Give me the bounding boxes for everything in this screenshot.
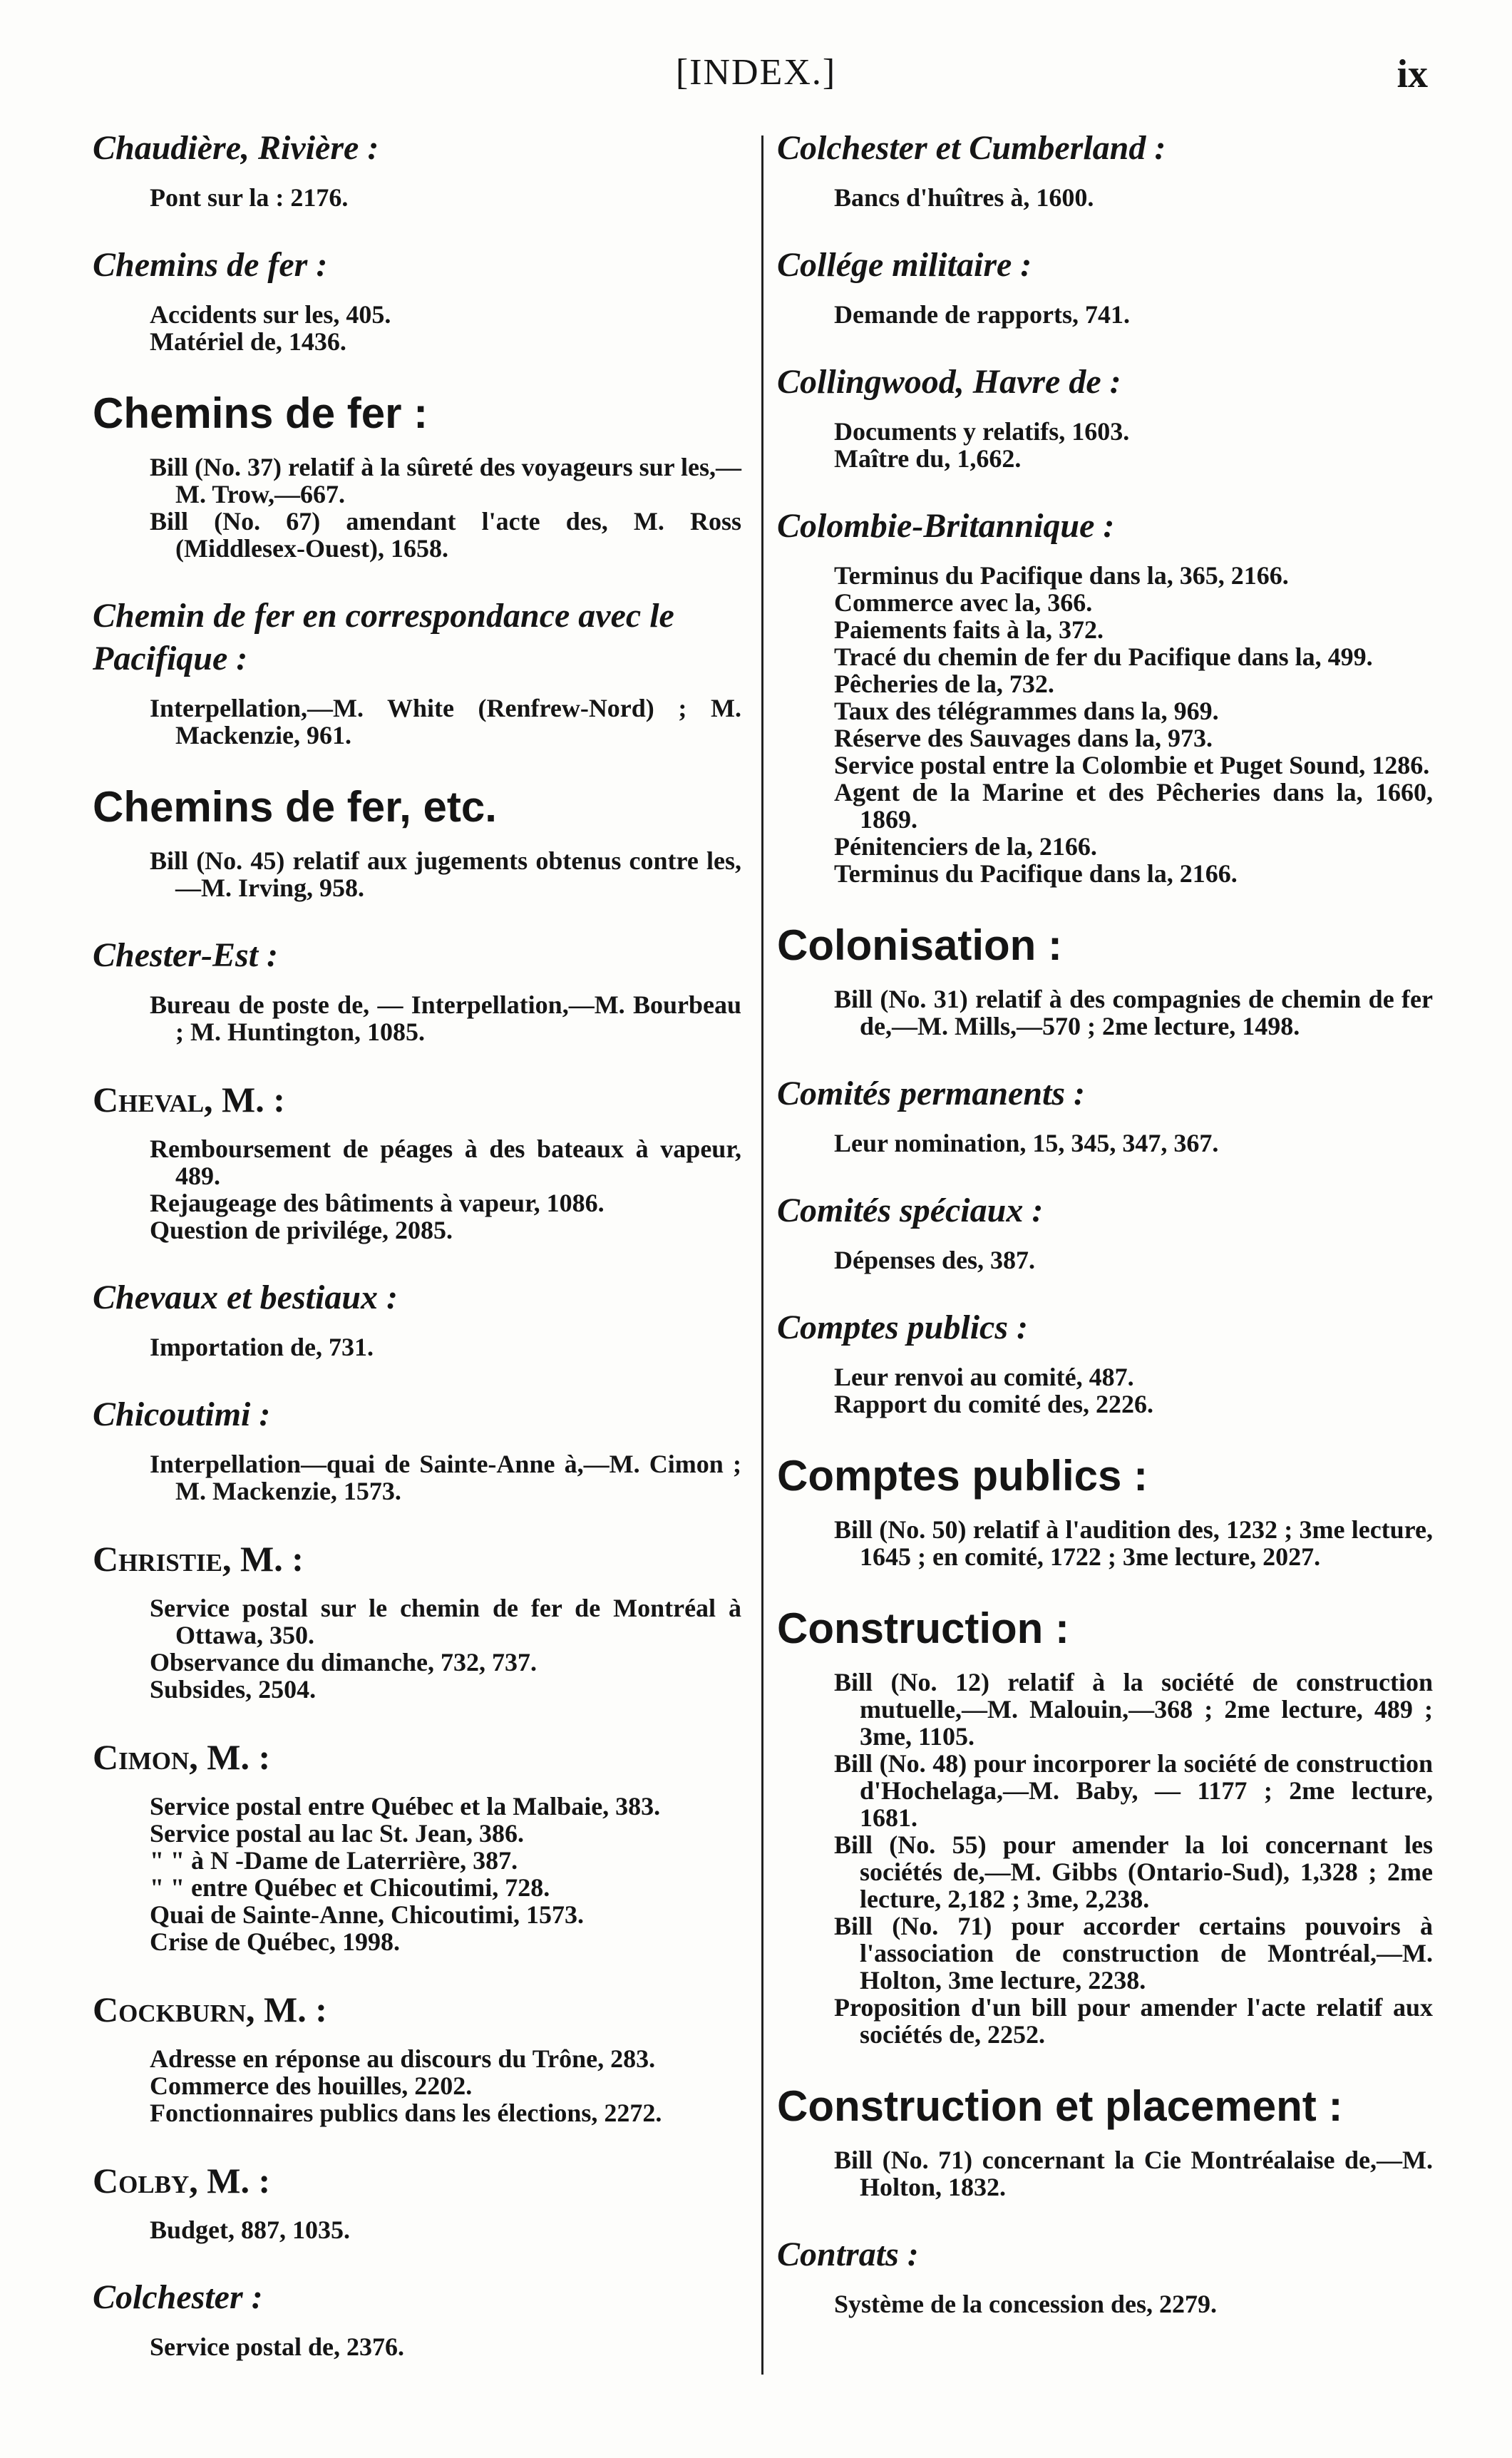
entry-line: Paiements faits à la, 372. [834,615,1104,644]
entry-heading: Chemins de fer, etc. [93,783,497,831]
entry-line: Bill (No. 50) relatif à l'audition des, 1232 ; 3me lecture, 1645 ; en comité, 1722 ; 3me lecture, 2027. [834,1515,1433,1571]
index-entry [777,1189,1433,1274]
entry-heading: Christie, M. : [93,1539,304,1579]
index-entry [93,2159,741,2243]
entry-heading: Cimon, M. : [93,1737,271,1777]
index-entry [777,361,1433,472]
right-column [777,127,1433,2350]
entry-line: Adresse en réponse au discours du Trône, 283. [150,2044,656,2073]
page-number: ix [1397,52,1428,96]
entry-heading: Comités spéciaux : [777,1192,1044,1229]
entry-heading: Comptes publics : [777,1309,1029,1346]
entry-line: Bill (No. 71) concernant la Cie Montréalaise de,—M. Holton, 1832. [834,2146,1433,2201]
entry-line: Proposition d'un bill pour amender l'acte relatif aux sociétés de, 2252. [834,1993,1433,2049]
entry-line: Subsides, 2504. [150,1675,317,1704]
entry-line: Pêcheries de la, 732. [834,670,1054,698]
entry-line: " " entre Québec et Chicoutimi, 728. [150,1873,550,1902]
index-entry [93,1988,741,2126]
entry-line: Matériel de, 1436. [150,327,346,356]
entry-line: " " à N -Dame de Laterrière, 387. [150,1846,518,1875]
index-entry [777,505,1433,887]
entry-heading: Chemins de fer : [93,246,328,284]
entry-line: Service postal entre Québec et la Malbaie, 383. [150,1792,661,1821]
entry-line: Interpellation—quai de Sainte-Anne à,—M. Cimon ; M. Mackenzie, 1573. [150,1450,741,1505]
index-entry [777,2233,1433,2318]
entry-line: Bill (No. 31) relatif à des compagnies de chemin de fer de,—M. Mills,—570 ; 2me lecture, 1498. [834,985,1433,1040]
entry-line: Service postal entre la Colombie et Puget Sound, 1286. [834,751,1430,779]
index-entry [93,1537,741,1703]
entry-line: Commerce des houilles, 2202. [150,2072,473,2100]
entry-heading: Contrats : [777,2236,919,2273]
entry-line: Bill (No. 71) pour accorder certains pouvoirs à l'association de construction de Montréal,—M. Holton, 3me lecture, 2238. [834,1912,1433,1994]
entry-heading: Construction : [777,1604,1069,1652]
entry-heading: Chemins de fer : [93,389,428,437]
entry-line: Bill (No. 45) relatif aux jugements obtenus contre les,—M. Irving, 958. [150,846,741,902]
index-entry [93,1078,741,1244]
entry-line: Bill (No. 12) relatif à la société de construction mutuelle,—M. Malouin,—368 ; 2me lecture, 489 ; 3me, 1105. [834,1668,1433,1751]
entry-heading: Colby, M. : [93,2161,271,2201]
entry-line: Interpellation,—M. White (Renfrew-Nord) ; M. Mackenzie, 961. [150,694,741,749]
entry-line: Accidents sur les, 405. [150,300,391,329]
entry-line: Observance du dimanche, 732, 737. [150,1648,538,1676]
entry-line: Service postal au lac St. Jean, 386. [150,1819,524,1848]
entry-line: Agent de la Marine et des Pêcheries dans la, 1660, 1869. [834,778,1433,834]
entry-line: Bill (No. 37) relatif à la sûreté des voyageurs sur les,—M. Trow,—667. [150,453,741,508]
index-entry [93,934,741,1045]
entry-heading: Cockburn, M. : [93,1990,327,2029]
left-column [93,127,741,2393]
index-entry [777,1450,1433,1570]
index-entry [777,1072,1433,1157]
index-entry [93,244,741,355]
index-entry [93,1736,741,1955]
entry-line: Budget, 887, 1035. [150,2216,351,2244]
entry-heading: Chevaux et bestiaux : [93,1279,398,1316]
entry-heading: Collingwood, Havre de : [777,363,1121,401]
index-entry [777,244,1433,328]
entry-line: Quai de Sainte-Anne, Chicoutimi, 1573. [150,1900,585,1929]
entry-line: Question de privilége, 2085. [150,1216,453,1244]
entry-line: Pont sur la : 2176. [150,183,349,212]
index-entry [93,782,741,901]
entry-line: Bill (No. 55) pour amender la loi concernant les sociétés de,—M. Gibbs (Ontario-Sud), 1,328 ; 2me lecture, 2,182 ; 3me, 2,238. [834,1830,1433,1913]
entry-line: Rapport du comité des, 2226. [834,1390,1153,1418]
index-entry [93,1276,741,1361]
index-entry [93,595,741,749]
entry-heading: Colonisation : [777,921,1062,969]
entry-line: Service postal sur le chemin de fer de Montréal à Ottawa, 350. [150,1594,741,1649]
entry-line: Dépenses des, 387. [834,1246,1036,1274]
entry-line: Réserve des Sauvages dans la, 973. [834,724,1213,752]
entry-heading: Chicoutimi : [93,1396,271,1433]
entry-heading: Chaudière, Rivière : [93,129,379,167]
entry-line: Maître du, 1,662. [834,444,1022,473]
entry-heading: Colchester : [93,2278,263,2316]
entry-line: Crise de Québec, 1998. [150,1927,400,1956]
index-entry [777,1603,1433,2048]
index-entry [93,2276,741,2360]
index-entry [777,127,1433,211]
entry-heading: Chemin de fer en correspondance avec le Pacifique : [93,597,674,677]
entry-line: Bancs d'huîtres à, 1600. [834,183,1094,212]
entry-heading: Comités permanents : [777,1075,1086,1112]
entry-heading: Colombie-Britannique : [777,507,1115,545]
entry-line: Leur nomination, 15, 345, 347, 367. [834,1129,1219,1157]
entry-line: Service postal de, 2376. [150,2332,404,2361]
column-divider [761,135,763,2375]
index-entry [777,1306,1433,1418]
entry-line: Bill (No. 67) amendant l'acte des, M. Ross (Middlesex-Ouest), 1658. [150,507,741,563]
entry-line: Bill (No. 48) pour incorporer la société de construction d'Hochelaga,—M. Baby, — 1177 ; 2me lecture, 1681. [834,1749,1433,1832]
entry-line: Système de la concession des, 2279. [834,2290,1217,2318]
entry-line: Remboursement de péages à des bateaux à vapeur, 489. [150,1135,741,1190]
entry-line: Terminus du Pacifique dans la, 2166. [834,859,1238,888]
entry-line: Demande de rapports, 741. [834,300,1130,329]
entry-heading: Collége militaire : [777,246,1032,284]
entry-line: Terminus du Pacifique dans la, 365, 2166. [834,561,1289,590]
entry-heading: Cheval, M. : [93,1080,285,1120]
entry-line: Pénitenciers de la, 2166. [834,832,1097,861]
entry-heading: Comptes publics : [777,1452,1148,1500]
index-entry [93,1393,741,1505]
entry-line: Commerce avec la, 366. [834,588,1093,617]
entry-line: Rejaugeage des bâtiments à vapeur, 1086. [150,1189,605,1217]
entry-heading: Colchester et Cumberland : [777,129,1166,167]
entry-line: Taux des télégrammes dans la, 969. [834,697,1219,725]
entry-line: Leur renvoi au comité, 487. [834,1363,1134,1391]
index-entry [777,2081,1433,2201]
entry-line: Tracé du chemin de fer du Pacifique dans la, 499. [834,642,1373,671]
entry-line: Documents y relatifs, 1603. [834,417,1130,446]
index-entry [93,388,741,562]
entry-line: Bureau de poste de, — Interpellation,—M. Bourbeau ; M. Huntington, 1085. [150,990,741,1046]
entry-line: Importation de, 731. [150,1333,374,1361]
entry-heading: Construction et placement : [777,2082,1343,2130]
running-header: [INDEX.] [675,52,837,93]
entry-heading: Chester-Est : [93,936,279,974]
entry-line: Fonctionnaires publics dans les élections, 2272. [150,2099,662,2127]
index-entry [777,920,1433,1040]
index-entry [93,127,741,211]
